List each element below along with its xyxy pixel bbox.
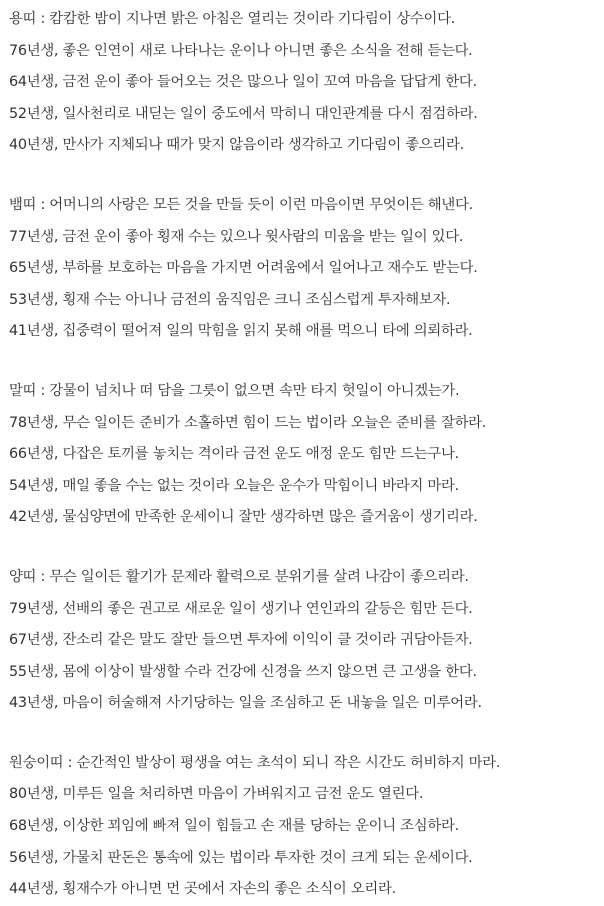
birth-year-line: 43년생, 마음이 허술해져 사기당하는 일을 조심하고 돈 내놓을 일은 미루어라. bbox=[9, 695, 482, 712]
birth-year-line: 52년생, 일사천리로 내딛는 일이 중도에서 막히니 대인관계를 다시 점검하라. bbox=[9, 105, 478, 122]
zodiac-summary-line: 용띠 : 캄캄한 밤이 지나면 밝은 아침은 열리는 것이라 기다림이 상수이다. bbox=[9, 11, 456, 27]
zodiac-section-dragon bbox=[9, 4, 601, 162]
birth-year-line: 41년생, 집중력이 떨어져 일의 막힘을 읽지 못해 애를 먹으니 타에 의뢰하라. bbox=[9, 323, 473, 340]
zodiac-section-snake bbox=[9, 190, 601, 348]
birth-year-line: 80년생, 미루든 일을 처리하면 마음이 가벼워지고 금전 운도 열린다. bbox=[9, 786, 424, 803]
birth-year-line: 76년생, 좋은 인연이 새로 나타나는 운이나 아니면 좋은 소식을 전해 듣는다. bbox=[9, 42, 473, 59]
birth-year-line: 55년생, 몸에 이상이 발생할 수라 건강에 신경을 쓰지 않으면 큰 고생을 한다. bbox=[9, 663, 477, 680]
birth-year-line: 42년생, 물심양면에 만족한 운세이니 잘만 생각하면 많은 즐거움이 생기리라. bbox=[9, 509, 478, 526]
zodiac-summary-line: 원숭이띠 : 순간적인 발상이 평생을 여는 초석이 되니 작은 시간도 허비하지 마라. bbox=[9, 754, 501, 771]
zodiac-summary-line: 말띠 : 강물이 넘치나 떠 담을 그릇이 없으면 속만 타지 헛일이 아니겠는가. bbox=[9, 382, 460, 399]
birth-year-line: 65년생, 부하를 보호하는 마음을 가지면 어려움에서 일어나고 재수도 받는다. bbox=[9, 260, 478, 277]
birth-year-line: 78년생, 무슨 일이든 준비가 소홀하면 힘이 드는 법이라 오늘은 준비를 잘하라. bbox=[9, 414, 487, 431]
birth-year-line: 53년생, 횡재 수는 아니나 금전의 움직임은 크니 조심스럽게 투자해보자. bbox=[9, 291, 451, 308]
zodiac-summary-line: 양띠 : 무슨 일이든 활기가 문제라 활력으로 분위기를 살려 나감이 좋으리라. bbox=[9, 568, 469, 585]
birth-year-line: 79년생, 선배의 좋은 권고로 새로운 일이 생기나 연인과의 갈등은 힘만 든다. bbox=[9, 600, 473, 617]
birth-year-line: 66년생, 다잡은 토끼를 놓치는 격이라 금전 운도 애정 운도 힘만 드는구나. bbox=[9, 446, 459, 463]
zodiac-section-monkey bbox=[9, 748, 601, 906]
birth-year-line: 54년생, 매일 좋을 수는 없는 것이라 오늘은 운수가 막힘이니 바라지 마라. bbox=[9, 477, 459, 494]
zodiac-section-sheep bbox=[9, 562, 601, 720]
birth-year-line: 77년생, 금전 운이 좋아 횡재 수는 있으나 윗사람의 미움을 받는 일이 있다. bbox=[9, 228, 464, 245]
birth-year-line: 44년생, 횡재수가 아니면 먼 곳에서 자손의 좋은 소식이 오리라. bbox=[9, 881, 396, 898]
birth-year-line: 68년생, 이상한 꾀임에 빠져 일이 힘들고 손 재를 당하는 운이니 조심하라. bbox=[9, 818, 459, 835]
zodiac-section-horse bbox=[9, 376, 601, 534]
birth-year-line: 56년생, 가물치 판돈은 통속에 있는 법이라 투자한 것이 크게 되는 운세이다. bbox=[9, 849, 473, 866]
horoscope-article bbox=[9, 4, 601, 906]
birth-year-line: 40년생, 만사가 지체되나 때가 맞지 않음이라 생각하고 기다림이 좋으리라. bbox=[9, 137, 464, 154]
zodiac-summary-line: 뱀띠 : 어머니의 사랑은 모든 것을 만들 듯이 이런 마음이면 무엇이든 해낸다. bbox=[9, 196, 473, 213]
birth-year-line: 64년생, 금전 운이 좋아 들어오는 것은 많으나 일이 꼬여 마음을 답답게 한다. bbox=[9, 74, 477, 91]
birth-year-line: 67년생, 잔소리 같은 말도 잘만 들으면 투자에 이익이 클 것이라 귀담아듣자. bbox=[9, 632, 473, 649]
